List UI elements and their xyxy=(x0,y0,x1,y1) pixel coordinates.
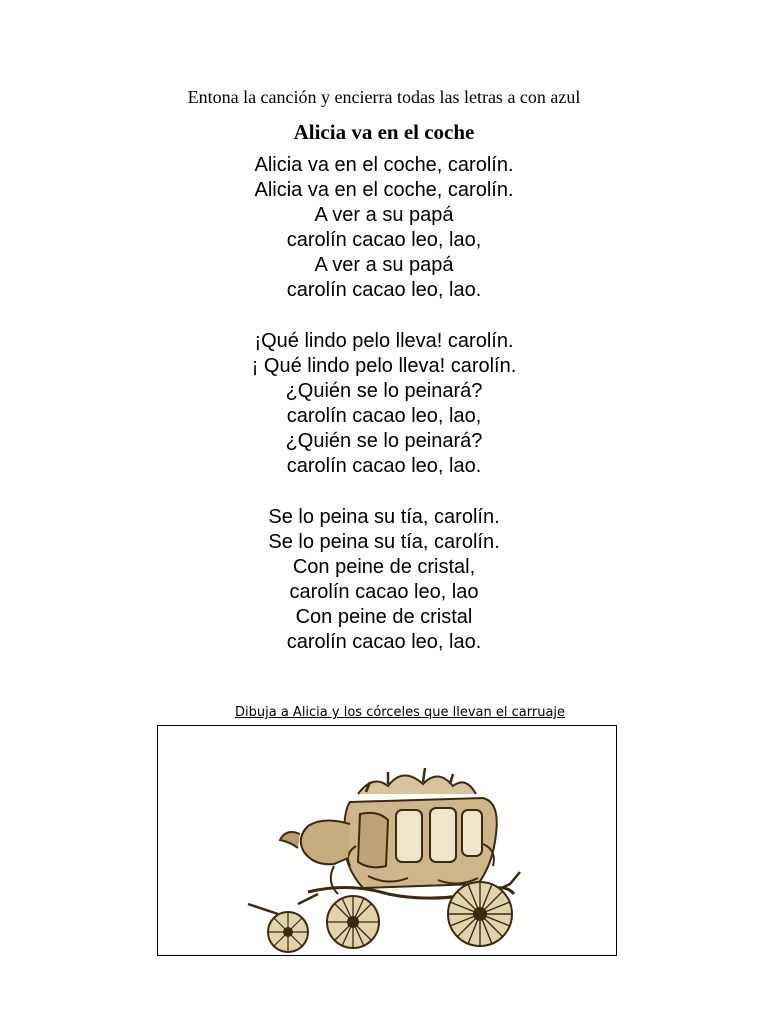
stanza-3 xyxy=(0,505,768,655)
drawing-box[interactable] xyxy=(157,725,617,956)
lyric-line: ¿Quién se lo peinará? xyxy=(285,430,483,452)
lyric-line: carolín cacao leo, lao xyxy=(289,581,479,603)
lyric-line: A ver a su papá xyxy=(314,254,454,276)
stanza-2 xyxy=(0,329,768,479)
lyric-line: carolín cacao leo, lao. xyxy=(286,279,482,301)
lyric-line: Con peine de cristal xyxy=(295,606,473,628)
lyric-line: carolín cacao leo, lao. xyxy=(286,631,482,653)
instruction-text: Entona la canción y encierra todas las letras a con azul xyxy=(187,87,581,107)
lyric-line: Alicia va en el coche, carolín. xyxy=(254,154,514,176)
lyric-line: Con peine de cristal, xyxy=(292,556,476,578)
lyric-line: ¡Qué lindo pelo lleva! carolín. xyxy=(254,330,514,352)
song-title: Alicia va en el coche xyxy=(293,120,475,144)
lyric-line: A ver a su papá xyxy=(314,204,454,226)
lyric-line: carolín cacao leo, lao, xyxy=(286,229,482,251)
drawing-prompt: Dibuja a Alicia y los córceles que llevan el carruaje xyxy=(235,705,566,720)
lyric-line: ¿Quién se lo peinará? xyxy=(285,380,483,402)
lyric-line: carolín cacao leo, lao, xyxy=(286,405,482,427)
stanza-1 xyxy=(0,153,768,303)
lyric-line: Alicia va en el coche, carolín. xyxy=(254,179,514,201)
carriage-illustration xyxy=(238,754,548,954)
lyric-line: carolín cacao leo, lao. xyxy=(286,455,482,477)
lyric-line: Se lo peina su tía, carolín. xyxy=(268,506,500,528)
lyric-line: ¡ Qué lindo pelo lleva! carolín. xyxy=(251,355,517,377)
lyric-line: Se lo peina su tía, carolín. xyxy=(268,531,500,553)
song-lyrics xyxy=(0,153,768,681)
